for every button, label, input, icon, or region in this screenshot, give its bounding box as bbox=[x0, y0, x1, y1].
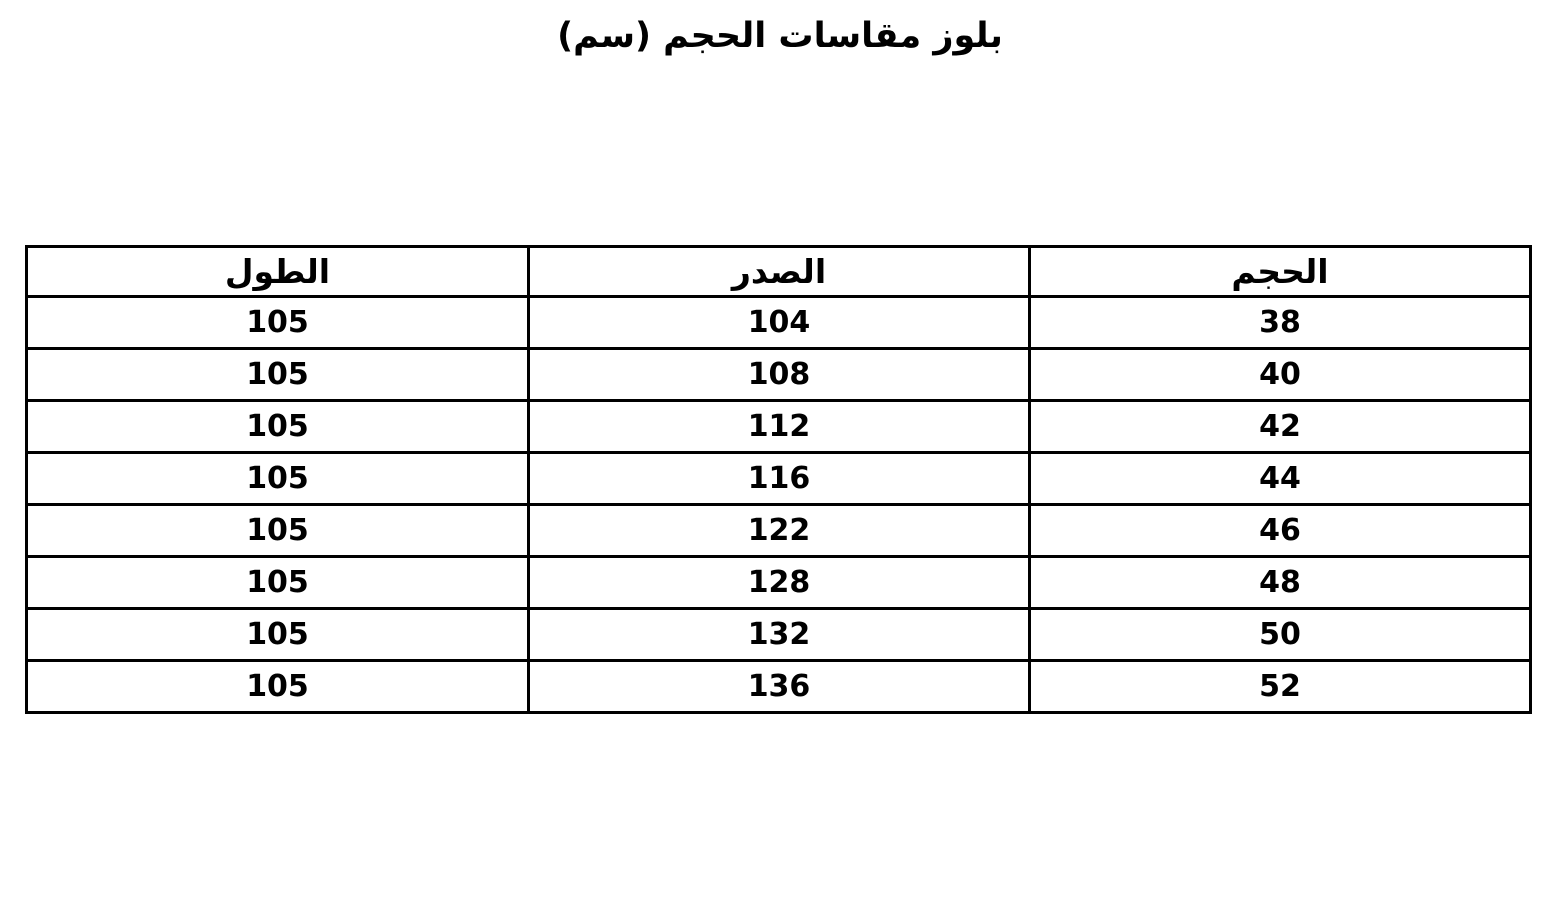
cell-length: 105 bbox=[27, 505, 529, 557]
cell-size: 52 bbox=[1030, 661, 1531, 713]
cell-size: 44 bbox=[1030, 453, 1531, 505]
cell-chest: 122 bbox=[529, 505, 1030, 557]
table-row bbox=[27, 401, 1531, 453]
table-header bbox=[27, 247, 1531, 297]
table-row bbox=[27, 557, 1531, 609]
table-body bbox=[27, 297, 1531, 713]
cell-size: 48 bbox=[1030, 557, 1531, 609]
cell-length: 105 bbox=[27, 297, 529, 349]
cell-size: 38 bbox=[1030, 297, 1531, 349]
cell-length: 105 bbox=[27, 609, 529, 661]
cell-length: 105 bbox=[27, 661, 529, 713]
table-row bbox=[27, 661, 1531, 713]
size-chart-container bbox=[28, 245, 1532, 714]
cell-chest: 132 bbox=[529, 609, 1030, 661]
table-header-row bbox=[27, 247, 1531, 297]
cell-chest: 104 bbox=[529, 297, 1030, 349]
column-header-size: الحجم bbox=[1030, 247, 1531, 297]
table-row bbox=[27, 453, 1531, 505]
table-row bbox=[27, 609, 1531, 661]
table-row bbox=[27, 505, 1531, 557]
size-chart-table bbox=[25, 245, 1532, 714]
cell-chest: 136 bbox=[529, 661, 1030, 713]
column-header-length: الطول bbox=[27, 247, 529, 297]
cell-size: 40 bbox=[1030, 349, 1531, 401]
cell-length: 105 bbox=[27, 557, 529, 609]
cell-chest: 112 bbox=[529, 401, 1030, 453]
cell-size: 46 bbox=[1030, 505, 1531, 557]
cell-length: 105 bbox=[27, 401, 529, 453]
page-title: بلوز مقاسات الحجم (سم) bbox=[557, 16, 1003, 56]
cell-size: 42 bbox=[1030, 401, 1531, 453]
column-header-chest: الصدر bbox=[529, 247, 1030, 297]
cell-length: 105 bbox=[27, 349, 529, 401]
cell-chest: 108 bbox=[529, 349, 1030, 401]
cell-chest: 116 bbox=[529, 453, 1030, 505]
table-row bbox=[27, 349, 1531, 401]
cell-length: 105 bbox=[27, 453, 529, 505]
cell-chest: 128 bbox=[529, 557, 1030, 609]
table-row bbox=[27, 297, 1531, 349]
cell-size: 50 bbox=[1030, 609, 1531, 661]
